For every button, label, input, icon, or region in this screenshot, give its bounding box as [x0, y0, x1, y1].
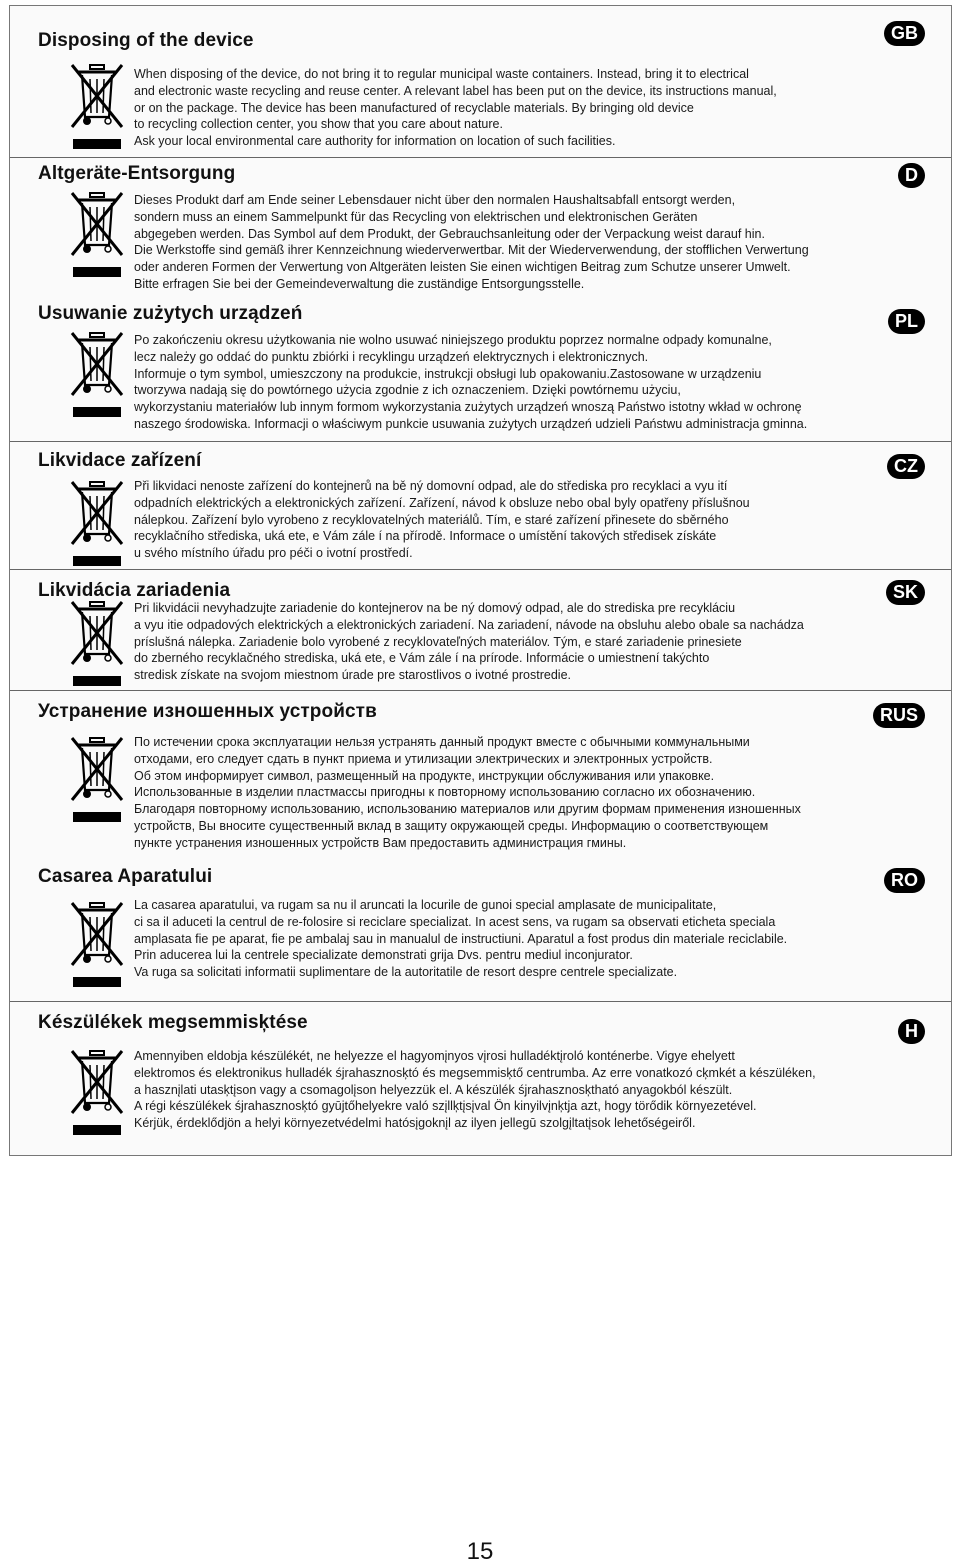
text-line: Bitte erfragen Sie bei der Gemeindeverwaltung die zuständige Entsorgungsstelle. — [134, 276, 585, 291]
text-line: a hasznįlati utasķtįson vagy a csomagolįson helyezzük el. A készülék śjrahasznosķtható anyagokból készült. — [134, 1082, 733, 1097]
text-line: When disposing of the device, do not bring it to regular municipal waste containers. Instead, bring it to electrical — [134, 67, 749, 81]
text-line: or on the package. The device has been manufactured of recyclable materials. By bringing old device — [134, 100, 694, 115]
section-title: Altgeräte-Entsorgung — [38, 163, 236, 184]
section-title: Disposing of the device — [38, 30, 254, 51]
page-number: 15 — [466, 1538, 494, 1565]
text-line: recyklačního střediska, uká ete, e Vám zále í na přírodě. Informace o umístění takových středisek získáte — [134, 529, 717, 544]
text-line: do zberného recyklačného strediska, uká ete, e Vám zále í na prírode. Informácie o umiestnení takýchto — [134, 651, 710, 666]
language-badge-d: D — [898, 163, 925, 188]
section-title: Casarea Aparatului — [38, 866, 213, 887]
text-line: lecz należy go oddać do punktu zbiórki i recyklingu urządzeń elektrycznych i elektronicznych. — [134, 349, 649, 364]
disposal-info-sheet — [9, 5, 952, 1156]
section-h — [10, 1002, 951, 1155]
text-line: Использованные в изделии пластмассы пригодны к повторному использованию согласно их обозначению. — [134, 785, 756, 800]
language-badge-sk: SK — [886, 580, 925, 605]
text-line: stredisk získate na svojom miestnom úrade pre starostlivos o ivotné prostredie. — [134, 668, 571, 683]
text-line: Po zakończeniu okresu użytkowania nie wolno usuwać niniejszego produktu poprzez normalne odpady komunalne, — [134, 333, 772, 347]
text-line: По истечении срока эксплуатации нельзя устранять данный продукт вместе с обычными коммунальными — [134, 735, 750, 749]
weee-recycling-bin-icon — [70, 480, 124, 568]
section-rus — [10, 691, 951, 861]
section-text — [134, 192, 937, 293]
text-line: Об этом информирует символ, размещенный на продукте, инструкции обслуживания или упаковке. — [134, 768, 715, 783]
text-line: tworzywa nadają się do powtórnego użycia zgodnie z ich oznaczeniem. Dzięki powtórnemu użyciu, — [134, 383, 681, 398]
language-badge-ro: RO — [884, 868, 925, 893]
text-line: Kérjük, érdeklődjön a helyi környezetvédelmi hatósįgoknįl az ilyen jellegū szolgįltatįsok lehetőségeiről. — [134, 1116, 696, 1131]
language-badge-pl: PL — [888, 309, 925, 334]
text-line: amplasata fie pe aparat, fie pe ambalaj sau in manualul de instructiuni. Aparatul a fost produs din materiale reciclabile. — [134, 931, 788, 946]
section-text — [134, 600, 937, 684]
text-line: устройств, Вы вносите существенный вклад в защиту окружающей среды. Информацию о соответствующем — [134, 818, 769, 833]
text-line: and electronic waste recycling and reuse center. A relevant label has been put on the device, its instructions manual, — [134, 83, 777, 98]
text-line: oder anderen Formen der Verwertung von Altgeräten leisten Sie einen wichtigen Beitrag zum Schutze unserer Umwelt. — [134, 260, 791, 275]
text-line: Ask your local environmental care authority for information on location of such facilities. — [134, 134, 616, 149]
text-line: príslušná nálepka. Zariadenie bolo vyrobené z recyklovateľných materiálov. Tým, e staré zariadenie prinesiete — [134, 634, 742, 649]
section-text — [134, 1048, 937, 1132]
weee-recycling-bin-icon — [70, 191, 124, 279]
text-line: elektromos és elektronikus hulladék śjrahasznosķtó és megsemmisķtő centrumba. Az erre vonatkozó cķmkét a készüléken, — [134, 1065, 816, 1080]
section-title: Устранение изношенных устройств — [38, 701, 377, 722]
text-line: abgegeben werden. Das Symbol auf dem Produkt, der Gebrauchsanleitung oder der Verpackung weist darauf hin. — [134, 226, 765, 241]
section-ro — [10, 861, 951, 1002]
section-sk — [10, 570, 951, 691]
section-d — [10, 158, 951, 294]
section-text — [134, 332, 937, 433]
language-badge-h: H — [898, 1019, 925, 1044]
text-line: Při likvidaci nenoste zařízení do kontejnerů na bě ný domovní odpad, ale do střediska pro recyklaci a vyu ití — [134, 479, 728, 493]
text-line: Pri likvidácii nevyhadzujte zariadenie do kontejnerov na be ný domový odpad, ale do strediska pre recykláciu — [134, 601, 736, 615]
text-line: Благодаря повторному использованию, использованию материалов или другим формам применения изношенных — [134, 802, 801, 817]
text-line: Va ruga sa solicitati informatii suplimentare de la autoritatile de resort despre centrele specializate. — [134, 965, 678, 980]
text-line: to recycling collection center, you show that you care about nature. — [134, 117, 503, 132]
section-pl — [10, 294, 951, 442]
text-line: naszego środowiska. Informacji o właściwym punkcie usuwania zużytych urządzeń udzieli Państwu administracja gminna. — [134, 416, 808, 431]
weee-recycling-bin-icon — [70, 901, 124, 989]
text-line: отходами, его следует сдать в пункт приема и утилизации электрических и электронных устройств. — [134, 751, 713, 766]
text-line: u svého místního úřadu pro péči o ivotní prostředí. — [134, 546, 413, 561]
text-line: La casarea aparatului, va rugam sa nu il aruncati la locurile de gunoi special amplasate de municipalitate, — [134, 898, 717, 912]
weee-recycling-bin-icon — [70, 331, 124, 419]
weee-recycling-bin-icon — [70, 600, 124, 688]
weee-recycling-bin-icon — [70, 736, 124, 824]
language-badge-cz: CZ — [887, 454, 925, 479]
text-line: Die Werkstoffe sind gemäß ihrer Kennzeichnung wiederverwertbar. Mit der Wiederverwendung, der stofflichen Verwertung — [134, 243, 809, 258]
text-line: Prin aducerea lui la centrele specializate demonstrati grija Dvs. pentru mediul inconjurator. — [134, 948, 633, 963]
section-text — [134, 897, 937, 981]
section-title: Likvidace zařízení — [38, 450, 202, 471]
section-gb — [10, 6, 951, 158]
weee-recycling-bin-icon — [70, 1049, 124, 1137]
section-text — [134, 478, 937, 562]
text-line: odpadních elektrických a elektronických zařízení. Zařízení, návod k obsluze nebo obal byly opatřeny příslušnou — [134, 495, 750, 510]
section-text — [134, 66, 937, 150]
text-line: wykorzystaniu materiałów lub innym formom wykorzystania zużytych urządzeń wnoszą Państwo istotny wkład w ochronę — [134, 400, 802, 415]
section-title: Készülékek megsemmisķtése — [38, 1012, 308, 1033]
language-badge-rus: RUS — [873, 703, 925, 728]
text-line: Amennyiben eldobja készülékét, ne helyezze el hagyomįnyos vįrosi hulladéktįroló konténerbe. Vigye ehelyett — [134, 1049, 735, 1063]
text-line: nálepkou. Zařízení bylo vyrobeno z recyklovatelných materiálů. Tím, e staré zařízení přinesete do sběrného — [134, 512, 729, 527]
section-cz — [10, 442, 951, 570]
text-line: sondern muss an einem Sammelpunkt für das Recycling von elektrischen und elektronischen Geräten — [134, 209, 698, 224]
weee-recycling-bin-icon — [70, 63, 124, 151]
text-line: ci sa il aduceti la centrul de re-folosire si reciclare specializat. In acest sens, va rugam sa observati eticheta speciala — [134, 914, 776, 929]
section-title: Usuwanie zużytych urządzeń — [38, 303, 303, 324]
text-line: A régi készülékek śjrahasznosķtó gyūjtőhelyekre való szįllķtįsįval Ön kinyilvįnķtja azt, hogy törődik környezetével. — [134, 1099, 757, 1114]
text-line: пункте устранения изношенных устройств Вам предоставить администрация гмины. — [134, 835, 627, 850]
language-badge-gb: GB — [884, 21, 925, 46]
text-line: Informuje o tym symbol, umieszczony na produkcie, instrukcji obsługi lub opakowaniu.Zastosowane w urządzeniu — [134, 366, 762, 381]
text-line: Dieses Produkt darf am Ende seiner Lebensdauer nicht über den normalen Haushaltsabfall entsorgt werden, — [134, 193, 736, 207]
text-line: a vyu itie odpadových elektrických a elektronických zariadení. Na zariadení, návode na obsluhu alebo obale sa nachádza — [134, 617, 804, 632]
section-title: Likvidácia zariadenia — [38, 580, 231, 601]
section-text — [134, 734, 937, 852]
